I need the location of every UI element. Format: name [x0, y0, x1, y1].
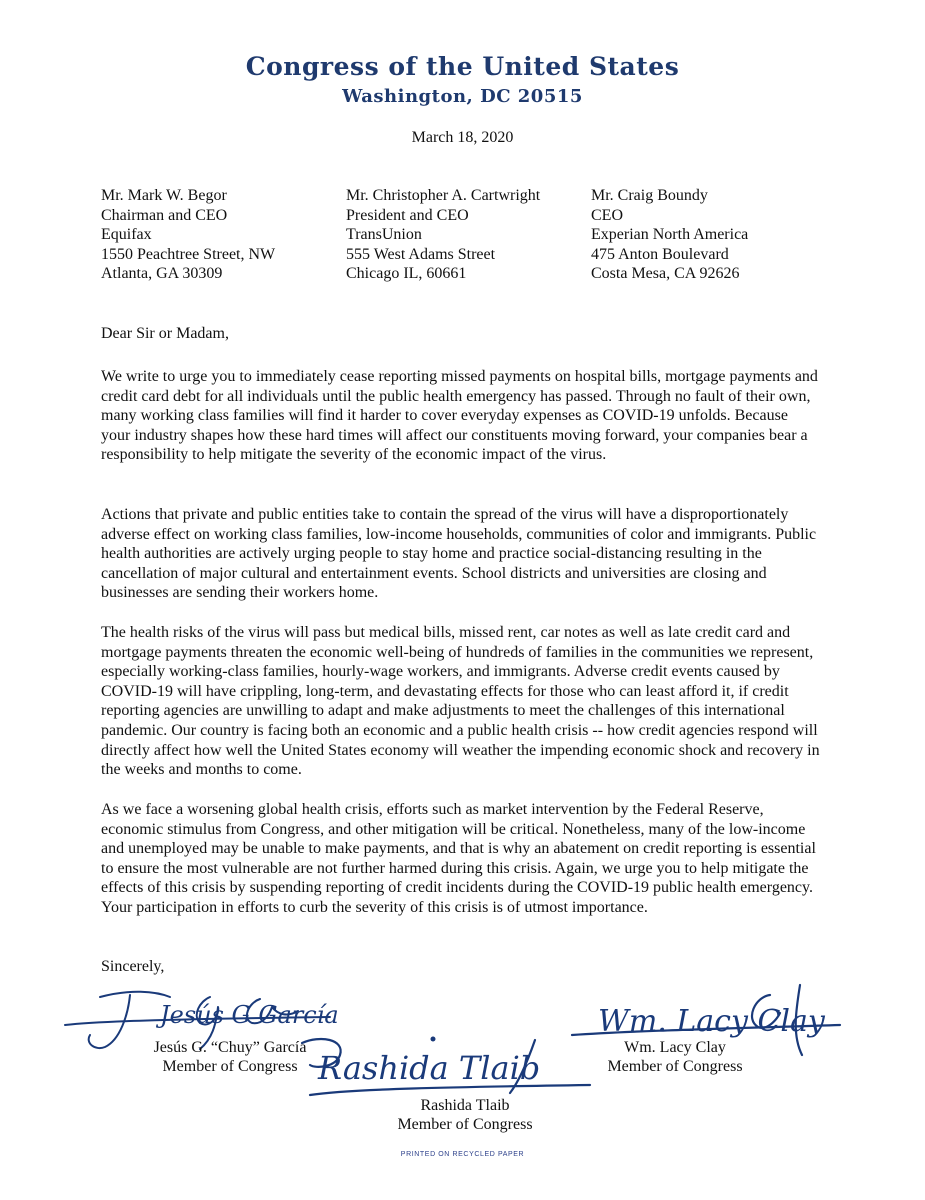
recipient-company: TransUnion [346, 226, 422, 244]
signature-garcia-text: Jesús G García [160, 1001, 339, 1029]
signer-role: Member of Congress [607, 1058, 743, 1075]
recipient-address-transunion [346, 186, 540, 284]
signer-name: Wm. Lacy Clay [624, 1039, 726, 1056]
recipient-city: Atlanta, GA 30309 [101, 265, 223, 283]
recipient-address-experian [591, 186, 748, 284]
recipient-company: Experian North America [591, 226, 749, 244]
letterhead-subtitle: Washington, DC 20515 [342, 86, 583, 107]
signature-clay-text: Wm. Lacy Clay [598, 1004, 825, 1039]
signer-tlaib [370, 1096, 560, 1134]
salutation: Dear Sir or Madam, [101, 325, 229, 342]
recipient-name: Mr. Christopher A. Cartwright [346, 187, 541, 204]
body-paragraph-3: The health risks of the virus will pass but medical bills, missed rent, car notes as well as late credit card and mortgage payments threaten the economic well-being of hundreds of families in the communities we represent, especially working-class families, hourly-wage workers, and immigrants. Adverse credit events caused by COVID-19 will have crippling, long-term, and devastating effects for those who can least afford it, if credit reporting agencies are unwilling to adapt and make adjustments to meet the challenges of this international pandemic. Our country is facing both an economic and a public health crisis -- how credit agencies respond will directly affect how well the United States economy will weather the impending economic shock and recovery in the weeks and months to come. [101, 624, 820, 779]
recipient-name: Mr. Craig Boundy [591, 187, 708, 204]
signer-role: Member of Congress [397, 1116, 533, 1133]
recipient-street: 1550 Peachtree Street, NW [101, 245, 276, 263]
body-paragraph-2: Actions that private and public entities take to contain the spread of the virus will have a disproportionately adverse effect on working class families, low-income households, communities of color and immigrants. Public health authorities are actively urging people to stay home and practice social-distancing resulting in the cancellation of major cultural and entertainment events. School districts and universities are closing and businesses are sending their workers home. [101, 506, 817, 602]
signature-tlaib [290, 1025, 610, 1105]
signature-tlaib-text: Rashida Tlaib [318, 1049, 541, 1087]
recipient-title: President and CEO [346, 206, 469, 224]
signer-name: Jesús G. “Chuy” García [153, 1039, 307, 1056]
signer-clay [600, 1038, 750, 1076]
body-paragraph-1: We write to urge you to immediately cease reporting missed payments on hospital bills, mortgage payments and credit card debt for all individuals until the public health emergency has passed. Through no fault of their own, many working class families will find it harder to cover everyday expenses as COVID-19 unfolds. Because your industry shapes how these hard times will affect our constituents moving forward, your companies bear a responsibility to help mitigate the severity of the economic impact of the virus. [101, 368, 818, 464]
recipient-address-equifax [101, 186, 275, 284]
letter-date: March 18, 2020 [411, 129, 514, 146]
letterhead-title: Congress of the United States [245, 52, 680, 81]
recycled-paper-footer: PRINTED ON RECYCLED PAPER [400, 1151, 525, 1158]
recipient-city: Costa Mesa, CA 92626 [591, 265, 740, 283]
body-paragraph-4: As we face a worsening global health crisis, efforts such as market intervention by the Federal Reserve, economic stimulus from Congress, and other mitigation will be critical. Nonetheless, many of the low-income and unemployed may be unable to make payments, and that is why an abatement on credit reporting is essential to ensure the most vulnerable are not further harmed during this crisis. Again, we urge you to help mitigate the effects of this crisis by suspending reporting of credit incidents during the COVID-19 public health emergency. Your participation in efforts to curb the severity of this crisis is of utmost importance. [101, 801, 816, 916]
closing: Sincerely, [101, 958, 165, 975]
recipient-title: CEO [591, 206, 623, 224]
recipient-street: 475 Anton Boulevard [591, 245, 729, 263]
recipient-title: Chairman and CEO [101, 206, 228, 224]
recipient-company: Equifax [101, 226, 152, 244]
signer-name: Rashida Tlaib [420, 1097, 510, 1114]
recipient-street: 555 West Adams Street [346, 245, 496, 263]
signature-dot [431, 1037, 436, 1042]
recipient-name: Mr. Mark W. Begor [101, 187, 227, 204]
signer-role: Member of Congress [162, 1058, 298, 1075]
recipient-city: Chicago IL, 60661 [346, 265, 467, 283]
